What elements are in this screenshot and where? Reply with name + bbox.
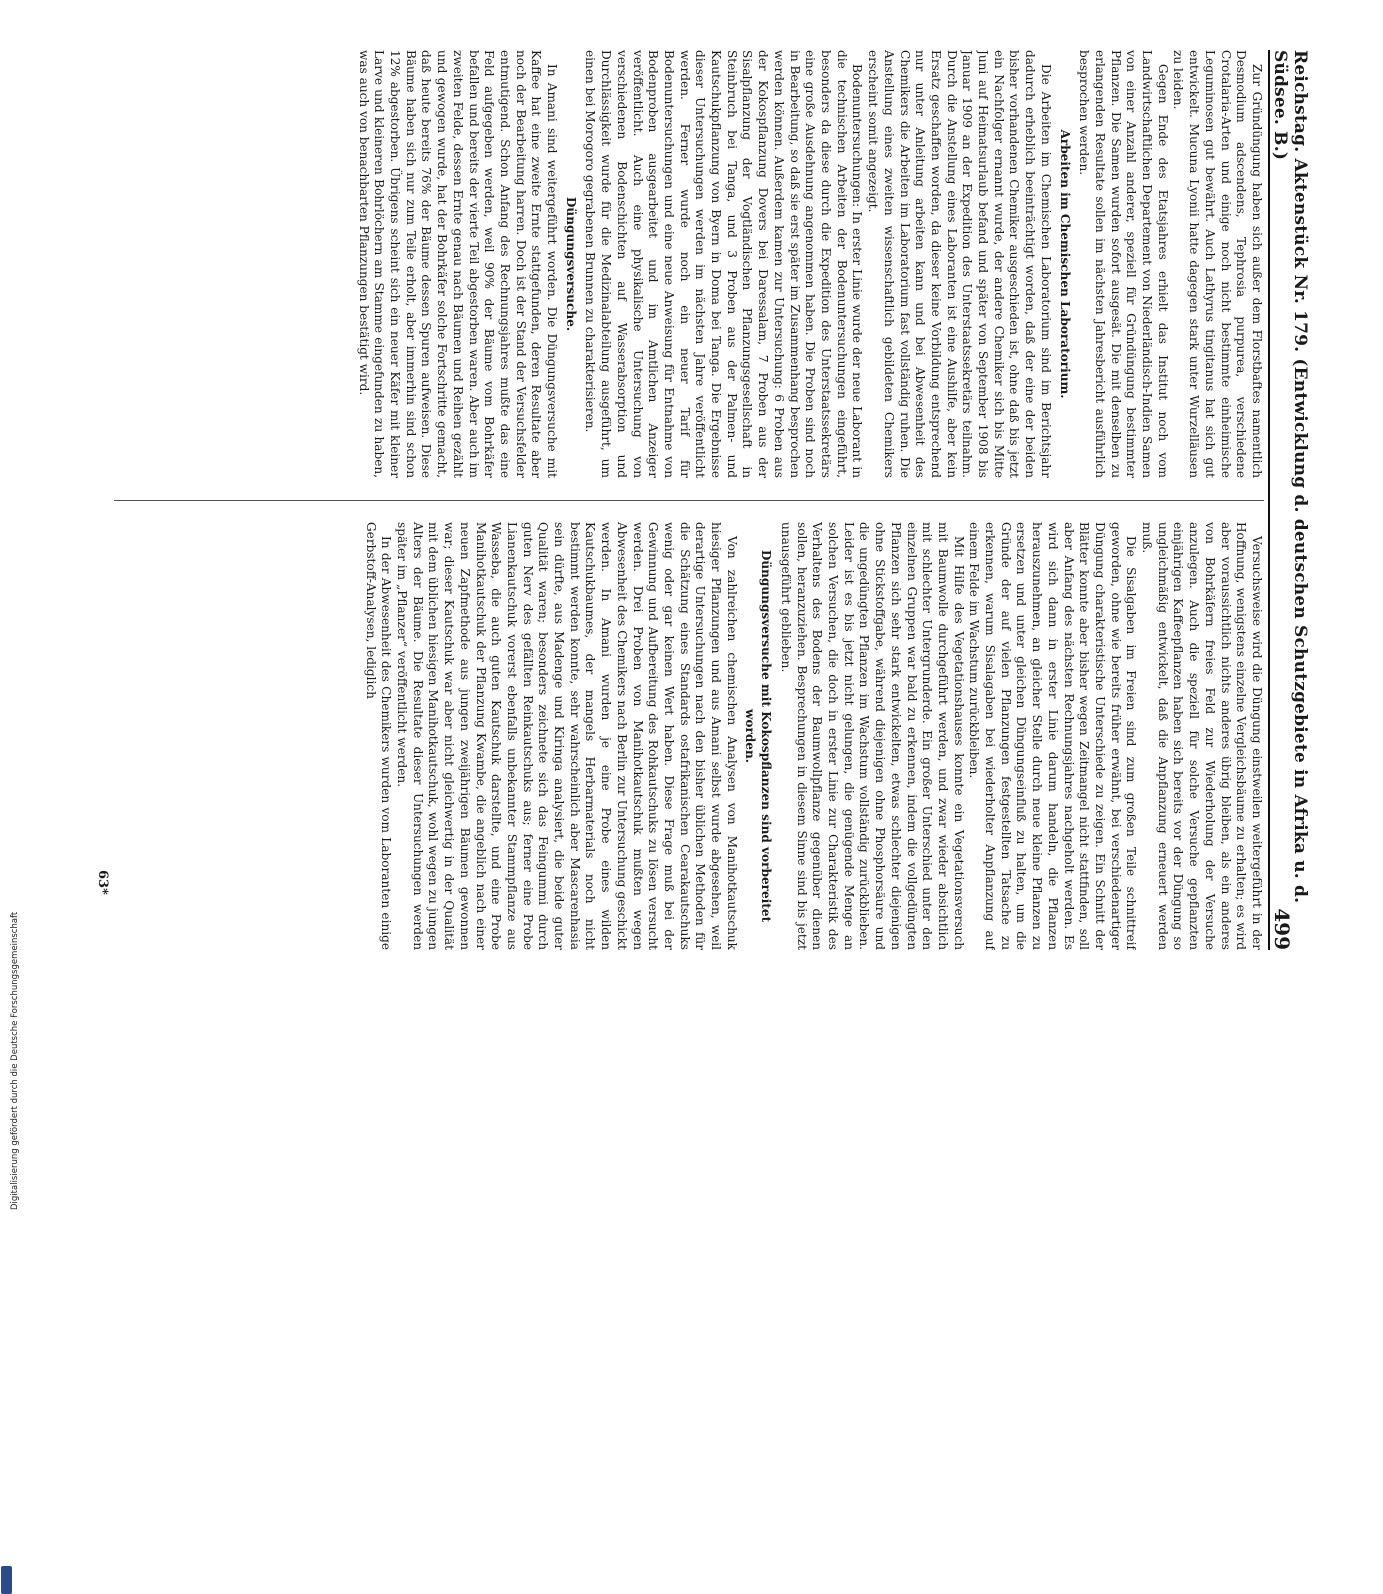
page-number: 499 [1270, 908, 1294, 950]
paragraph: Versuchsweise wird die Düngung einstweilen weitergeführt in der Hoffnung, wenigstens einzelne Vergleichsbäume zu erhalten; es wird aber voraussichtlich nichts anderes übrig bleiben, als ein anderes von Bohrkäfern freies Feld zur Wiederholung der Versuche anzulegen. Auch die speziell für solche Versuche gepflanzten einjährigen Kaffeepflanzen haben sich bereits vor der Düngung so ungleichmäßig entwickelt, daß die Anpflanzung erneuert werden muß. [1140, 522, 1264, 950]
paragraph: Zur Gründüngung haben sich außer dem Florstbaftes namentlich Desmodium adscendens, Tephrosia purpurea, verschiedene Crotalaria-Arten und einige noch nicht bestimmte einheimische Leguminosen gut bewährt. Auch Lathyrus tingitanus hat sich gut entwickelt. Mucuna Lyonii hatte dagegen stark unter Wurzelläusen zu leiden. [1171, 50, 1264, 478]
signature-mark: 63* [95, 870, 110, 895]
paragraph: Mit Hilfe des Vegetationshauses konnte ein Vegetationsversuch mit Baumwolle durchgeführt werden, und zwar wieder absichtlich mit schlechter Untergrunderde. Ein großer Unterschied unter den einzelnen Gruppen war bald zu erkennen, indem die vollgedüngten Pflanzen sich sehr stark entwickelten, etwas schlechter diejenigen ohne Stickstoffgabe, während diejenigen ohne Phosphorsäure und die ungedüngten Pflanzen im Wachstum vollständig zurückblieben. Leider ist es bis jetzt nicht gelungen, die genügende Menge an solchen Versuchen, die doch in erster Linie zur Charakteristik des Verhaltens des Bodens der Baumwollpflanze gegenüber dienen sollen, heranzuziehen. Besprechungen in diesem Sinne sind bis jetzt unausgeführt geblieben. [778, 522, 966, 950]
section-heading: Düngungsversuche mit Kokospflanzen sind vorbereitet worden. [743, 549, 774, 923]
section-heading: Arbeiten im Chemischen Laboratorium. [1057, 129, 1072, 399]
section-heading: Düngungsversuche. [563, 196, 578, 332]
column-divider [114, 500, 1264, 501]
paragraph: Von zahlreichen chemischen Analysen von Manihotkautschuk hiesiger Pflanzungen und aus Amani selbst wurde abgesehen, weil derartige Untersuchungen nach den bisher üblichen Methoden für die Schätzung eines Standards ostafrikanischen Cearakautschuks wenig oder gar keinen Wert haben. Diese Frage muß bei der Gewinnung und Aufbereitung des Rohkautschuks zu lösen versucht werden. Drei Proben von Manihotkautschuk mußten wegen Abwesenheit des Chemikers nach Berlin zur Untersuchung geschickt werden. In Amani wurden je eine Probe eines wilden Kautschukbaumes, der mangels Herbarmaterials noch nicht bestimmt werden konnte, sehr wahrscheinlich aber Mascarenhasia sein dürfte, aus Madenge und Kiringa analysiert, die beide guter Qualität waren; besonders zeichnete sich das Feingummi durch guten Nerv des gefällten Reinkautschuks aus; ferner eine Probe Lianenkautschuk vorerst ebenfalls unbekannter Stammpflanze aus Wasseba, die auch guten Kautschuk darstellte, und eine Probe Manihotkautschuk der Pflanzung Kwambe, die angeblich nach einer neuen Zapfmethode aus jungen zweijährigen Bäumen gewonnen war; dieser Kautschuk war aber nicht gleichwertig in der Qualität mit dem üblichen hiesigen Manihotkautschuk, wohl wegen zu jungen Alters der Bäume. Die Resultate dieser Untersuchungen werden später im „Pflanzer“ veröffentlicht werden. [395, 522, 739, 950]
funding-notice: Digitalisierung gefördert durch die Deutsche Forschungsgemeinschaft [10, 911, 20, 1210]
paragraph: Die Sisalgaben im Freien sind zum großen Teile schnittreif geworden, ohne wie bereits früher erwähnt, bei verschiedenartiger Düngung charakteristische Unterschiede zu zeigen. Ein Schnitt der Blätter konnte aber bisher wegen Zeitmangel nicht stattfinden, soll aber Anfang des nächsten Rechnungsjahres nachgeholt werden. Es wird sich dann in erster Linie darum handeln, die Pflanzen herauszunehmen, an gleicher Stelle durch neue kleine Pflanzen zu ersetzen und unter gleichen Düngungseinfluß zu halten, um die Gründe der auf vielen Pflanzungen festgestellten Tatsache zu erkennen, warum Sisalagaben bei wiederholter Anpflanzung auf einem Felde im Wachstum zurückbleiben. [967, 522, 1139, 950]
dfg-logo-icon [1, 1566, 12, 1594]
page-header [1268, 50, 1310, 950]
scanned-page [70, 50, 1310, 950]
running-title: Reichstag. Aktenstück Nr. 179. (Entwicklung d. deutschen Schutzgebiete in Afrika u. d. Südsee. B.) [1270, 50, 1310, 904]
paragraph: In der Abwesenheit des Chemikers wurden vom Laboranten einige Gerbstoff-Analysen, lediglich [363, 522, 394, 950]
right-column [114, 522, 1264, 950]
left-column [114, 50, 1264, 478]
digitization-sidebar [0, 600, 20, 1210]
paragraph: In Amani sind weitergeführt worden. Die Düngungsversuche mit Kaffee hat eine zweite Ernte stattgefunden, deren Resultate aber noch der Bearbeitung harren. Doch ist der Stand der Versuchsfelder entmutigend. Schon Anfang des Rechnungsjahres mußte das eine Feld aufgegeben werden, weil 90% der Bäume vom Bohrkäfer befallen und bereits der vierte Teil abgestorben waren. Aber auch im zweiten Felde, dessen Ernte genau nach Bäumen und Reihen gezählt und gewogen wurde, hat der Bohrkäfer solche Fortschritte gemacht, daß heute bereits 76% der Bäume dessen Spuren aufweisen. Diese Bäume haben sich nur zum Teile erholt, aber immerhin sind schon 12% abgestorben. Übrigens scheint sich ein neuer Käfer mit kleiner Larve und kleineren Bohrlöchern am Stamme eingefunden zu haben, was auch von benachbarten Pflanzungen bestätigt wird. [356, 50, 560, 478]
paragraph: Gegen Ende des Etatsjahres erhielt das Institut noch vom Landwirtschaftlichen Departement von Niederländisch-Indien Samen von einer Anzahl anderer, speziell für Gründüngung bestimmter Pflanzen. Die Samen wurden sofort ausgesät. Die mit denselben zu erlangenden Resultate sollen im nächsten Jahresbericht ausführlich besprochen werden. [1077, 50, 1170, 478]
paragraph: Die Arbeiten im Chemischen Laboratorium sind im Berichtsjahr dadurch erheblich beeinträchtigt worden, daß der eine der beiden bisher vorhandenen Chemiker ausgeschieden ist, ohne daß bis jetzt ein Nachfolger ernannt wurde, der andere Chemiker sich bis Mitte Juni auf Heimatsurlaub befand und später von September 1908 bis Januar 1909 an der Expedition des Unterstaatssekretärs teilnahm. Durch die Anstellung eines Laboranten ist eine Aushilfe, aber kein Ersatz geschaffen worden, da dieser keine Vorbildung entsprechend nur unter Anleitung arbeiten kann und bei Abwesenheit des Chemikers die Arbeiten im Laboratorium fast vollständig ruhen. Die Anstellung eines zweiten wissenschaftlich gebildeten Chemikers erscheint somit angezeigt. [866, 50, 1053, 478]
paragraph: Bodenuntersuchungen: In erster Linie wurde der neue Laborant in die technischen Arbeiten der Bodenuntersuchungen eingeführt, besonders da diese durch die Expedition des Unterstaatssekretärs eine große Ausdehnung angenommen haben. Die Proben sind noch in Bearbeitung, so daß sie erst später im Zusammenhang besprochen werden können. Außerdem kamen zur Untersuchung: 6 Proben aus der Kokospflanzung Dovers bei Daressalam, 7 Proben aus der Sisalpflanzung der Vogtländischen Pflanzungsgesellschaft in Steinbruch bei Tanga, und 3 Proben aus der Palmen- und Kautschukpflanzung von Byern in Doma bei Tanga. Die Ergebnisse dieser Untersuchungen werden im nächsten Jahre veröffentlicht werden. Ferner wurde noch ein neuer Tarif für Bodenuntersuchungen und eine neue Anweisung für Entnahme von Bodenproben ausgearbeitet und im Amtlichen Anzeiger veröffentlicht. Auch eine physikalische Untersuchung von verschiedenen Bodenschichten auf Wasserabsorption und Durchlässigkeit wurde für die Medizinalabteilung ausgeführt, um einen bei Morogoro gegrabenen Brunnen zu charakterisieren. [583, 50, 865, 478]
